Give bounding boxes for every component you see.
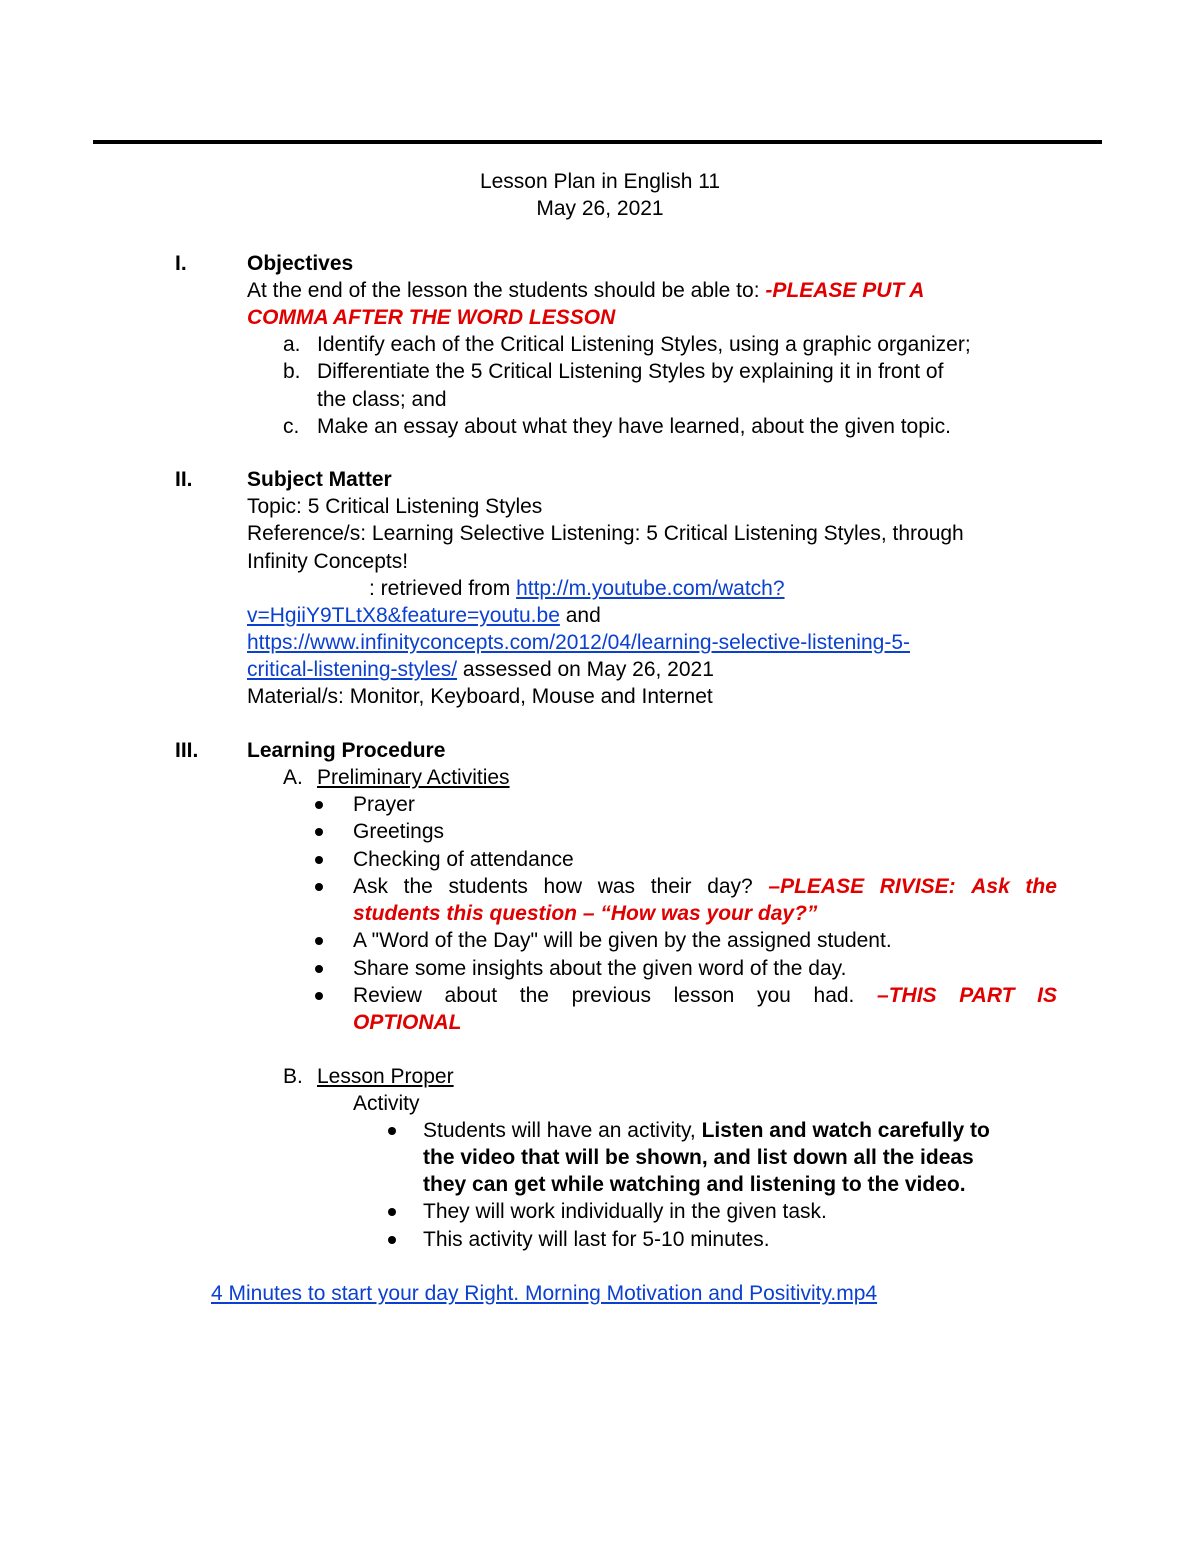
subject-materials: Material/s: Monitor, Keyboard, Mouse and Internet xyxy=(247,685,713,708)
subject-heading: Subject Matter xyxy=(247,468,392,491)
objectives-note-line2: COMMA AFTER THE WORD LESSON xyxy=(247,306,616,329)
proper-item-individual: They will work individually in the given task. xyxy=(423,1200,827,1223)
proper-activity-label: Activity xyxy=(353,1092,420,1115)
bullet-icon xyxy=(315,828,323,836)
proper-students-bold3: they can get while watching and listening to the video. xyxy=(423,1173,966,1196)
prelim-review-note-line2: OPTIONAL xyxy=(353,1011,462,1034)
proper-item-duration: This activity will last for 5-10 minutes. xyxy=(423,1228,770,1251)
prelim-item-word-of-day: A "Word of the Day" will be given by the assigned student. xyxy=(353,929,892,952)
objective-item-b: Differentiate the 5 Critical Listening Styles by explaining it in front of xyxy=(317,360,944,383)
youtube-link-part1[interactable]: http://m.youtube.com/watch? xyxy=(516,577,785,600)
infinity-link-part1[interactable]: https://www.infinityconcepts.com/2012/04/learning-selective-listening-5- xyxy=(247,631,910,654)
youtube-link-part2[interactable]: v=HgiiY9TLtX8&feature=youtu.be xyxy=(247,604,560,627)
word: Review xyxy=(353,984,422,1007)
word: had. xyxy=(813,984,855,1007)
section-numeral-objectives: I. xyxy=(175,252,187,275)
bullet-icon xyxy=(388,1236,396,1244)
proper-item-students-line1 xyxy=(423,1117,990,1144)
section-numeral-subject: II. xyxy=(175,468,193,491)
video-link-line xyxy=(211,1280,877,1307)
bullet-icon xyxy=(388,1127,396,1135)
objective-item-c: Make an essay about what they have learned, about the given topic. xyxy=(317,415,951,438)
prelim-title: Preliminary Activities xyxy=(317,766,510,789)
doc-date: May 26, 2021 xyxy=(536,197,664,220)
procedure-heading: Learning Procedure xyxy=(247,739,446,762)
word: Ask xyxy=(353,875,389,898)
word: the xyxy=(403,875,433,898)
proper-students-bold2: the video that will be shown, and list down all the ideas xyxy=(423,1146,974,1169)
word: –THIS xyxy=(877,984,937,1007)
doc-title: Lesson Plan in English 11 xyxy=(479,170,721,193)
bullet-icon xyxy=(315,801,323,809)
objective-item-a: Identify each of the Critical Listening Styles, using a graphic organizer; xyxy=(317,333,971,356)
prelim-letter: A. xyxy=(283,766,303,789)
subject-retrieved-line xyxy=(369,575,785,602)
subject-assessed: assessed on May 26, 2021 xyxy=(462,658,714,681)
word: RIVISE: xyxy=(879,875,956,898)
word: the xyxy=(1025,875,1057,898)
word: PART xyxy=(959,984,1015,1007)
objective-letter-a: a. xyxy=(283,333,301,356)
proper-students-bold1: Listen and watch carefully to xyxy=(701,1119,990,1142)
word: their xyxy=(650,875,692,898)
word: students xyxy=(448,875,528,898)
bullet-icon xyxy=(315,965,323,973)
subject-retrieved: : retrieved from xyxy=(369,577,511,600)
word: how xyxy=(543,875,583,898)
subject-and: and xyxy=(565,604,601,627)
proper-letter: B. xyxy=(283,1065,303,1088)
proper-students-plain: Students will have an activity, xyxy=(423,1119,696,1142)
subject-topic: Topic: 5 Critical Listening Styles xyxy=(247,495,543,518)
word: –PLEASE xyxy=(768,875,865,898)
prelim-item-attendance: Checking of attendance xyxy=(353,848,574,871)
word: previous xyxy=(571,984,651,1007)
word: was xyxy=(597,875,636,898)
subject-link2-line1 xyxy=(247,629,910,656)
objective-letter-c: c. xyxy=(283,415,300,438)
top-rule xyxy=(93,140,1102,144)
objective-item-b-cont: the class; and xyxy=(317,388,447,411)
prelim-item-prayer: Prayer xyxy=(353,793,415,816)
objectives-intro-line xyxy=(247,277,924,304)
word: IS xyxy=(1037,984,1057,1007)
word: the xyxy=(519,984,549,1007)
bullet-icon xyxy=(315,992,323,1000)
word: you xyxy=(757,984,791,1007)
word: about xyxy=(444,984,498,1007)
objectives-heading: Objectives xyxy=(247,252,354,275)
prelim-item-review xyxy=(353,982,1057,1009)
subject-reference-line2: Infinity Concepts! xyxy=(247,550,409,573)
section-numeral-procedure: III. xyxy=(175,739,199,762)
infinity-link-part2[interactable]: critical-listening-styles/ xyxy=(247,658,458,681)
word: day? xyxy=(707,875,753,898)
objectives-note-line1: -PLEASE PUT A xyxy=(765,279,925,302)
bullet-icon xyxy=(315,937,323,945)
prelim-item-ask xyxy=(353,873,1057,900)
prelim-item-insights: Share some insights about the given word of the day. xyxy=(353,957,847,980)
bullet-icon xyxy=(315,883,323,891)
objective-letter-b: b. xyxy=(283,360,301,383)
subject-link1-line2 xyxy=(247,602,601,629)
objectives-intro: At the end of the lesson the students should be able to: xyxy=(247,279,760,302)
subject-link2-line2 xyxy=(247,656,714,683)
word: Ask xyxy=(971,875,1010,898)
prelim-item-greetings: Greetings xyxy=(353,820,445,843)
bullet-icon xyxy=(388,1208,396,1216)
word: lesson xyxy=(673,984,735,1007)
subject-reference-line1: Reference/s: Learning Selective Listening: 5 Critical Listening Styles, through xyxy=(247,522,964,545)
video-link[interactable]: 4 Minutes to start your day Right. Morning Motivation and Positivity.mp4 xyxy=(211,1282,878,1305)
bullet-icon xyxy=(315,856,323,864)
prelim-ask-note-line2: students this question – “How was your day?” xyxy=(353,902,818,925)
proper-title: Lesson Proper xyxy=(317,1065,454,1088)
